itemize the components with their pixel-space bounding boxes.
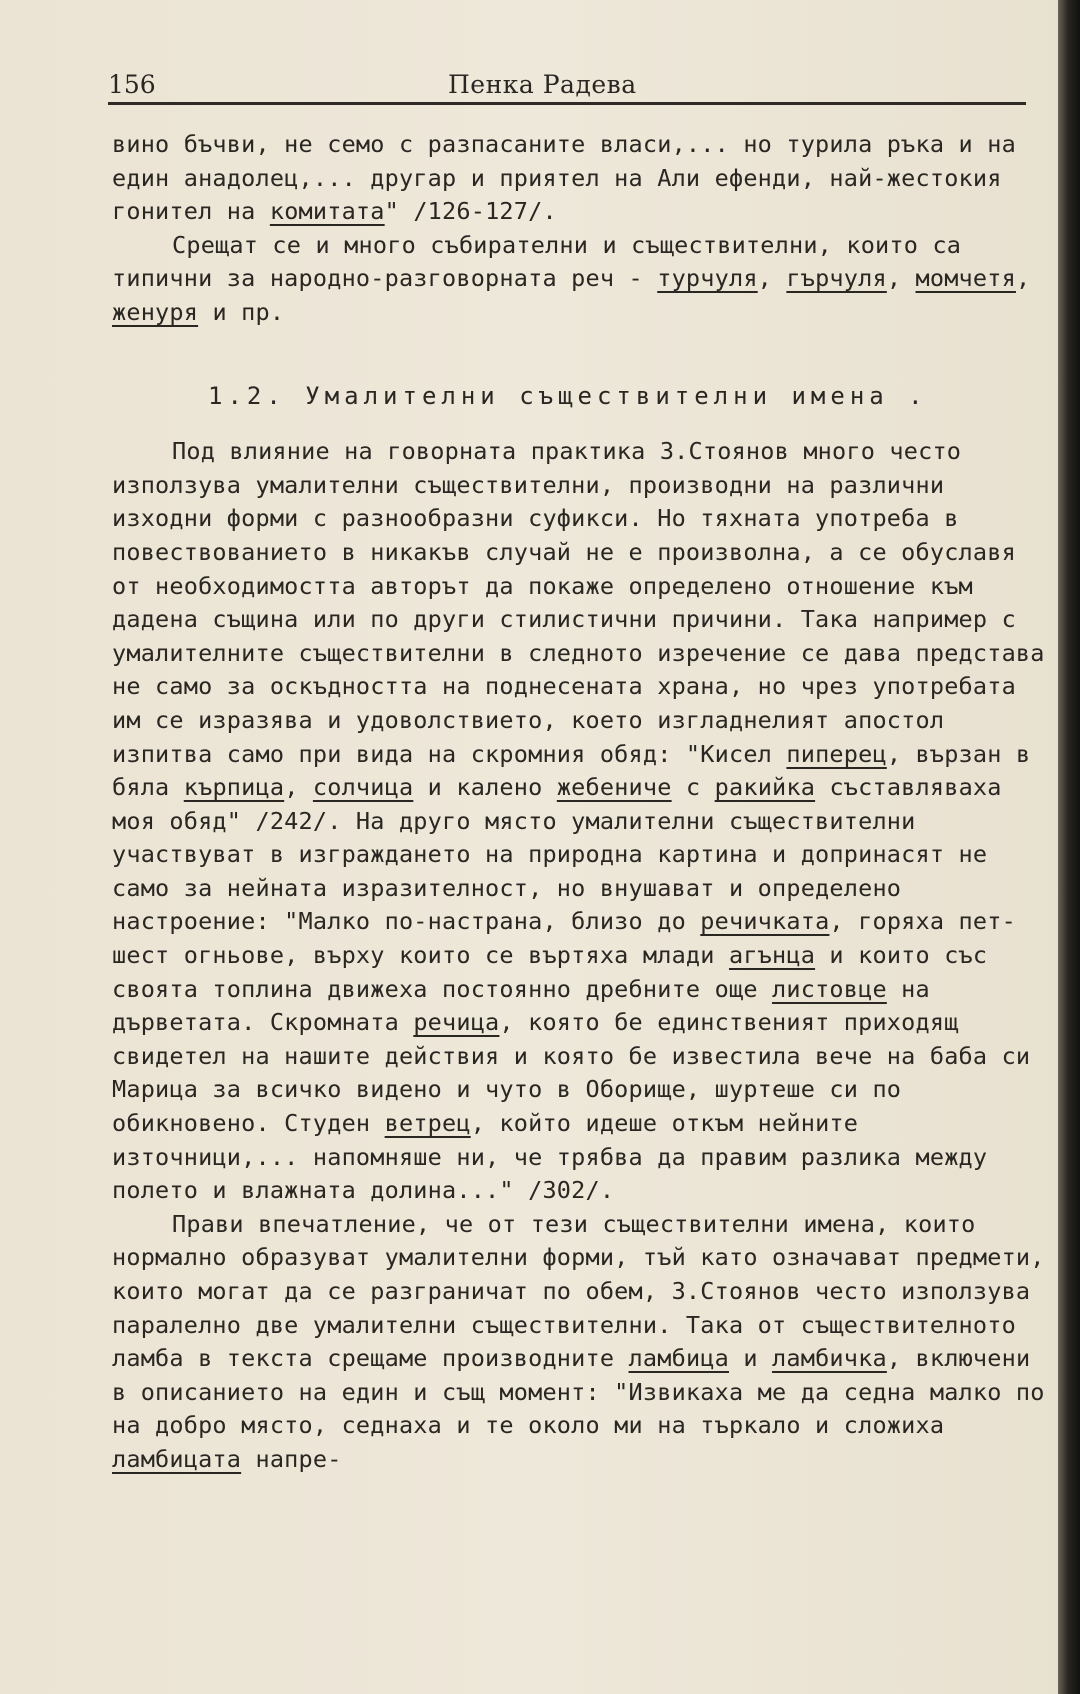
underlined-word: момчетя <box>915 264 1016 293</box>
paragraph-1: вино бъчви, не семо с разпасаните власи,... но турила ръка и на един анадолец,... другар и приятел на Али ефенди, най-жестокия гонител на комитата" /126-127/. <box>112 130 1016 226</box>
paragraph-2: Срещат се и много събирателни и съществителни, които са типични за народно-разговорната реч - турчуля, гърчуля, момчетя, женуря и пр. <box>112 230 1031 326</box>
underlined-word: комитата <box>269 197 385 226</box>
underlined-word: речица <box>413 1008 500 1037</box>
page-number: 156 <box>108 70 156 99</box>
book-spine-shadow <box>1058 0 1080 1694</box>
underlined-word: женуря <box>112 297 199 326</box>
paragraph-4: Прави впечатление, че от тези съществителни имена, които нормално образуват умалителни форми, тъй като означават предмети, които могат да се разграничат по обем, З.Стоянов често използува паралелно две умалителни съществителни. Така от съществителното ламба в текста срещаме производните ламбица и ламбичка, включени в описанието на един и същ момент: "Извикаха ме да седна малко по на добро място, седнаха и те около ми на търкало и сложиха ламбицата напре- <box>112 1209 1045 1473</box>
underlined-word: пиперец <box>786 739 887 768</box>
underlined-word: кърпица <box>183 773 285 802</box>
body-text <box>112 128 1052 1477</box>
running-head: Пенка Радева <box>448 70 637 99</box>
underlined-word: жебениче <box>556 773 672 802</box>
underlined-word: ламбица <box>628 1344 729 1373</box>
underlined-word: листовце <box>772 974 887 1003</box>
underlined-word: агънца <box>728 941 816 970</box>
paragraph-3: Под влияние на говорната практика З.Стоянов много често използува умалителни съществителни, производни на различни изходни форми с разнообразни суфикси. Но тяхната употреба в повествованието в никакъв случай не е произволна, а се обуславя от необходимостта авторът да покаже определено отношение към дадена същина или по други стилистични причини. Така например с умалителните съществителни в следното изречение се дава представа не само за оскъдността на поднесената храна, но чрез употребата им се изразява и удоволствието, което изгладнелият апостол изпитва само при вида на скромния обяд: "Кисел пиперец, вързан в бяла кърпица, солчица и калено жебениче с ракийка съставляваха моя обяд" /242/. На друго място умалителни съществителни участвуват в изграждането на природна картина и допринасят не само за нейната изразителност, но внушават и определено настроение: "Малко по-настрана, близо до речичката, горяха пет-шест огньове, върху които се въртяха млади агънца и които със своята топлина движеха постоянно дребните още листовце на дърветата. Скромната речица, която бе единственият приходящ свидетел на нашите действия и която бе известила вече на баба си Марица за всичко видено и чуто в Оборище, шуртеше си по обикновено. Студен ветрец, който идеше откъм нейните източници,... напомняше ни, че трябва да правим разлика между полето и влажната долина..." /302/. <box>112 437 1045 1205</box>
underlined-word: гърчуля <box>786 264 887 293</box>
underlined-word: солчица <box>312 773 414 802</box>
underlined-word: ракийка <box>714 773 816 802</box>
page-header <box>108 64 1026 105</box>
section-heading: 1.2. Умалителни съществителни имена . <box>208 381 928 410</box>
underlined-word: ветрец <box>384 1109 471 1138</box>
underlined-word: речичката <box>700 907 830 936</box>
underlined-word: турчуля <box>657 264 758 293</box>
underlined-word: ламбицата <box>112 1444 242 1473</box>
underlined-word: ламбичка <box>772 1344 887 1373</box>
